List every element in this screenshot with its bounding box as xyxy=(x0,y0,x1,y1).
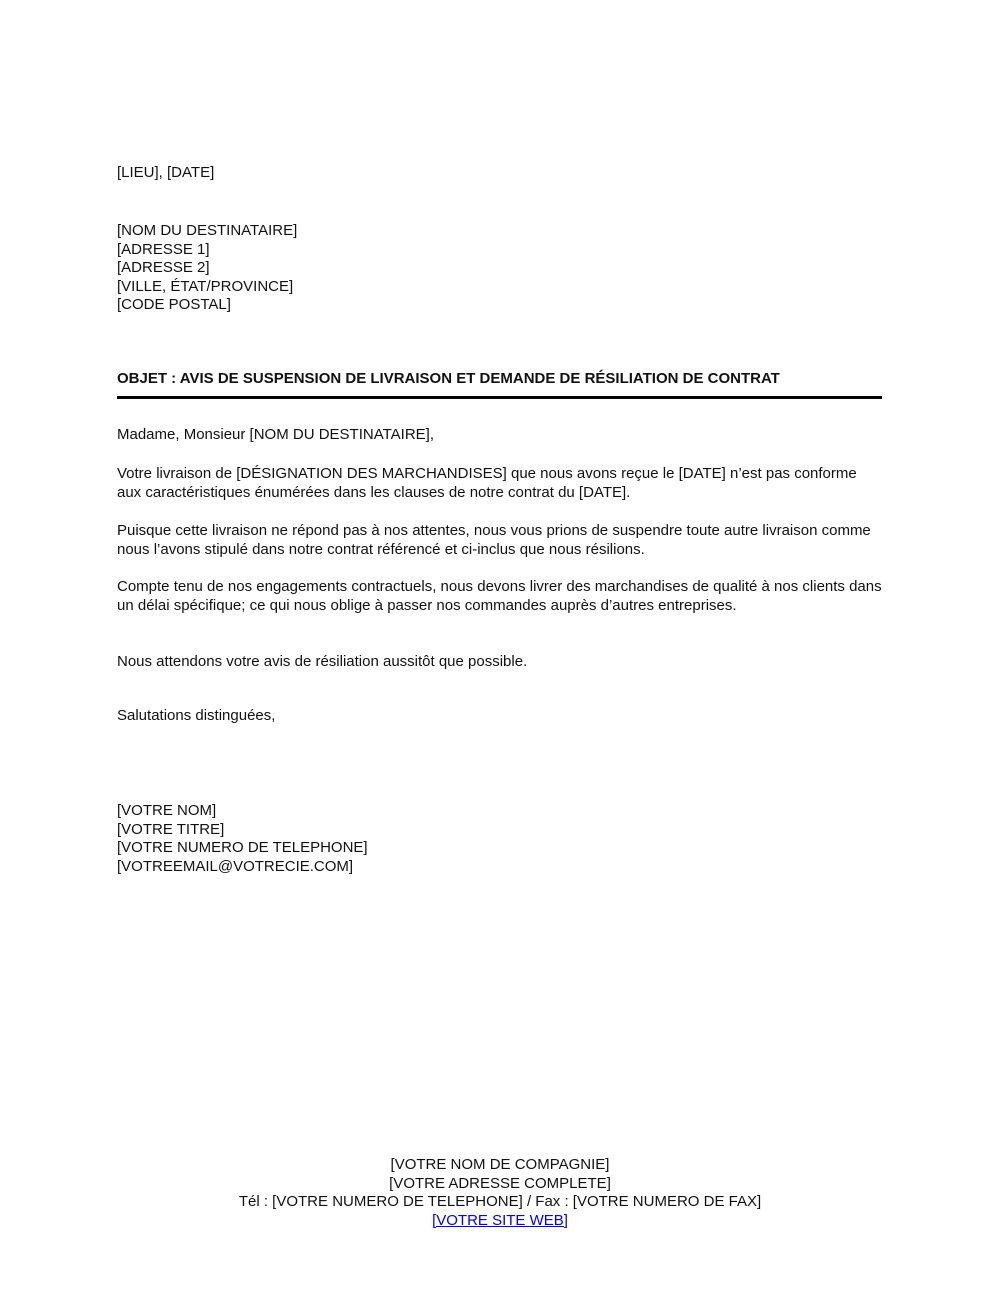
sender-email: [VOTREEMAIL@VOTRECIE.COM] xyxy=(117,857,354,875)
salutation-line: Madame, Monsieur [NOM DU DESTINATAIRE], xyxy=(117,426,435,443)
website-link[interactable]: [VOTRE SITE WEB] xyxy=(432,1211,568,1229)
closing-line: Salutations distinguées, xyxy=(117,707,276,724)
body-paragraph-2: Puisque cette livraison ne répond pas à nos attentes, nous vous prions de suspendre toute autre livraison comme nous l’avons stipulé dans notre contrat référencé et ci-inclus que nous résilions. xyxy=(117,522,871,558)
company-footer xyxy=(0,1156,1000,1230)
footer-website-row xyxy=(0,1212,1000,1231)
sender-phone: [VOTRE NUMERO DE TELEPHONE] xyxy=(117,839,368,857)
recipient-postal-code: [CODE POSTAL] xyxy=(117,296,231,314)
footer-company-name: [VOTRE NOM DE COMPAGNIE] xyxy=(390,1156,610,1173)
sender-name: [VOTRE NOM] xyxy=(117,802,217,819)
body-paragraph-4: Nous attendons votre avis de résiliation aussitôt que possible. xyxy=(117,653,528,670)
signature-block xyxy=(117,802,368,876)
recipient-address-1: [ADRESSE 1] xyxy=(117,240,210,258)
body-paragraph-1: Votre livraison de [DÉSIGNATION DES MARCHANDISES] que nous avons reçue le [DATE] n’est pas conforme aux caractéristiques énumérées dans les clauses de notre contrat du [DATE]. xyxy=(117,465,857,501)
recipient-address-2: [ADRESSE 2] xyxy=(117,259,210,277)
footer-tel-fax: Tél : [VOTRE NUMERO DE TELEPHONE] / Fax : [VOTRE NUMERO DE FAX] xyxy=(238,1193,762,1211)
subject-line: OBJET : AVIS DE SUSPENSION DE LIVRAISON ET DEMANDE DE RÉSILIATION DE CONTRAT xyxy=(117,370,882,399)
body-paragraph-3: Compte tenu de nos engagements contractuels, nous devons livrer des marchandises de qualité à nos clients dans un délai spécifique; ce qui nous oblige à passer nos commandes auprès d’autres entreprises. xyxy=(117,578,882,614)
location-date-line: [LIEU], [DATE] xyxy=(117,164,215,181)
recipient-name: [NOM DU DESTINATAIRE] xyxy=(117,222,298,239)
footer-company-address: [VOTRE ADRESSE COMPLETE] xyxy=(389,1174,611,1192)
recipient-address-block xyxy=(117,222,297,315)
sender-title: [VOTRE TITRE] xyxy=(117,820,225,838)
recipient-city-state: [VILLE, ÉTAT/PROVINCE] xyxy=(117,277,294,295)
